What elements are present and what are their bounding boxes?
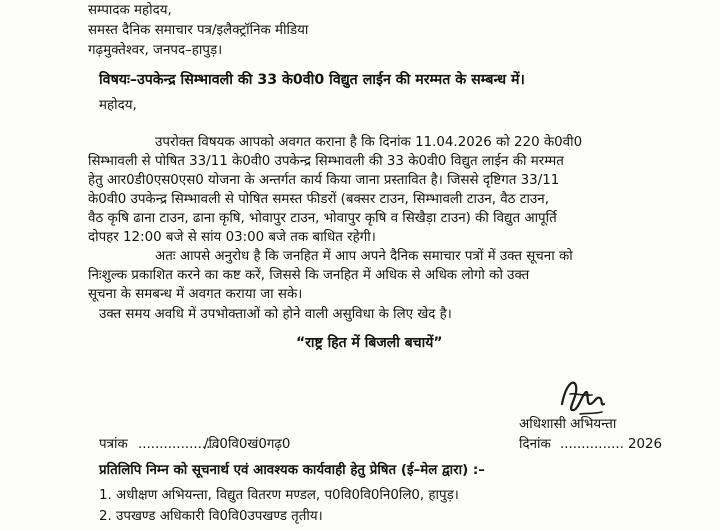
- para2-line-3: सूचना के समबन्ध में अवगत कराया जा सके।: [88, 287, 303, 302]
- date-year: 2026: [628, 437, 663, 452]
- copy-item-2: 2. उपखण्ड अधिकारी वि0वि0उपखण्ड तृतीय।: [99, 509, 323, 524]
- addressee-line-1: सम्पादक महोदय,: [88, 3, 172, 18]
- slogan: “राष्ट्र हित में बिजली बचायें”: [296, 335, 443, 351]
- ref-blank: ...................: [138, 437, 219, 452]
- para1-line-5: वैठ कृषि ढाना टाउन, ढाना कृषि, भोवापुर टाउन, भोवापुर कृषि व सिखैड़ा टाउन) की विद्युत आपूर्ति: [88, 211, 557, 226]
- para1-line-6: दोपहर 12:00 बजे से सांय 03:00 बजे तक बाधित रहेगी।: [88, 230, 376, 245]
- para1-line-3: हेतु आर0डी0एस0एस0 योजना के अन्तर्गत कार्य किया जाना प्रस्तावित है। जिससे दृष्टिगत 33/11: [88, 173, 560, 188]
- addressee-line-3: गढ़मुक्तेश्वर, जनपद–हापुड़।: [88, 43, 223, 58]
- copy-item-1: 1. अधीक्षण अभियन्ता, विद्युत वितरण मण्डल, प0वि0वि0नि0लि0, हापुड़।: [99, 488, 459, 503]
- para3: उक्त समय अवधि में उपभोक्ताओं को होने वाली असुविधा के लिए खेद है।: [99, 307, 452, 322]
- ref-label: पत्रांक: [99, 437, 128, 452]
- para1-line-1: उपरोक्त विषयक आपको अवगत कराना है कि दिनांक 11.04.2026 को 220 के0वी0: [155, 135, 583, 150]
- para2-line-1: अतः आपसे अनुरोध है कि जनहित में आप अपने दैनिक समाचार पत्रों में उक्त सूचना को: [155, 249, 573, 264]
- date-label: दिनांक: [519, 437, 551, 452]
- ref-code: /वि0वि0खं0गढ़0: [204, 437, 291, 452]
- signature-mark: [556, 374, 608, 418]
- salutation: महोदय,: [99, 98, 137, 113]
- subject-line: विषयः–उपकेन्द्र सिम्भावली की 33 के0वी0 विद्युत लाईन की मरम्मत के सम्बन्ध में।: [99, 72, 525, 88]
- date-blank: ...............: [560, 437, 624, 452]
- para2-line-2: निःशुल्क प्रकाशित करने का कष्ट करें, जिससे कि जनहित में अधिक से अधिक लोगो को उक्त: [88, 268, 530, 283]
- addressee-line-2: समस्त दैनिक समाचार पत्र/इलैक्ट्रॉनिक मीडिया: [88, 23, 309, 38]
- para1-line-2: सिम्भावली से पोषित 33/11 के0वी0 उपकेन्द्र सिम्भावली की 33 के0वी0 विद्युत लाईन की मरम्मत: [88, 154, 564, 169]
- copy-heading: प्रतिलिपि निम्न को सूचनार्थ एवं आवश्यक कार्यवाही हेतु प्रेषित (ई–मेल द्वारा) :–: [99, 463, 485, 478]
- para1-line-4: के0वी0 उपकेन्द्र सिम्भावली से पोषित समस्त फीडरों (बक्सर टाउन, सिम्भावली टाउन, वैठ टाउन,: [88, 192, 549, 207]
- signatory-title: अधिशासी अभियन्ता: [519, 417, 617, 432]
